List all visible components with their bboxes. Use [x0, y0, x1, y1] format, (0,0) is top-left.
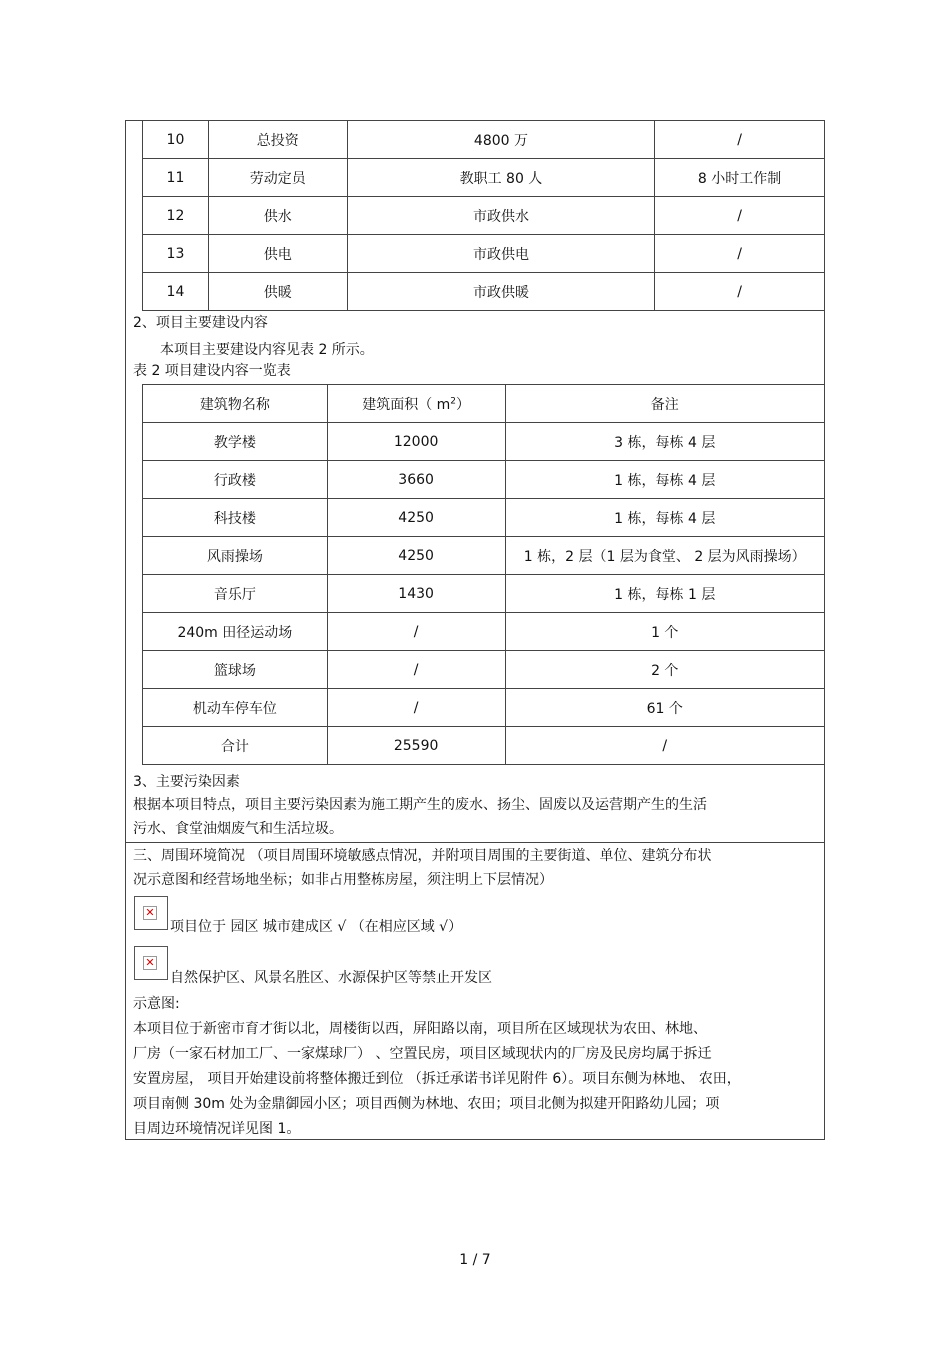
broken-image-icon: ✕ — [143, 906, 157, 920]
building-name: 音乐厅 — [143, 575, 328, 613]
building-area: 4250 — [327, 537, 505, 575]
table-row — [143, 537, 825, 575]
building-area: / — [327, 613, 505, 651]
row-value: 市政供水 — [347, 197, 655, 235]
building-area: 25590 — [327, 727, 505, 765]
row-number: 13 — [143, 235, 209, 273]
environment-paragraph-line-5: 目周边环境情况详见图 1。 — [133, 1121, 301, 1137]
row-item: 供水 — [208, 197, 347, 235]
row-item: 劳动定员 — [208, 159, 347, 197]
building-name: 机动车停车位 — [143, 689, 328, 727]
building-area: 12000 — [327, 423, 505, 461]
building-name: 240m 田径运动场 — [143, 613, 328, 651]
building-note: 1 栋，每栋 4 层 — [505, 461, 825, 499]
page-number: 1 / 7 — [459, 1252, 491, 1268]
building-name: 合计 — [143, 727, 328, 765]
building-note: 3 栋，每栋 4 层 — [505, 423, 825, 461]
row-number: 12 — [143, 197, 209, 235]
checkbox-protected-area[interactable] — [134, 946, 168, 980]
table-header-row — [143, 385, 825, 423]
building-note: 61 个 — [505, 689, 825, 727]
environment-paragraph-line-1: 本项目位于新密市育才街以北，周楼街以西，屏阳路以南，项目所在区域现状为农田、林地、 — [133, 1021, 707, 1037]
section-3-heading: 3、主要污染因素 — [133, 774, 240, 790]
section-3-line-1: 根据本项目特点，项目主要污染因素为施工期产生的废水、扬尘、固废以及运营期产生的生活 — [133, 797, 707, 813]
table-row — [143, 651, 825, 689]
row-item: 总投资 — [208, 121, 347, 159]
table-row — [143, 461, 825, 499]
table-row — [143, 197, 825, 235]
section-2-intro: 本项目主要建设内容见表 2 所示。 — [160, 342, 374, 358]
row-number: 10 — [143, 121, 209, 159]
broken-image-icon: ✕ — [143, 956, 157, 970]
environment-paragraph-line-3: 安置房屋， 项目开始建设前将整体搬迁到位 （拆迁承诺书详见附件 6）。项目东侧为林地、 农田， — [133, 1071, 741, 1087]
table-total-row — [143, 727, 825, 765]
row-number: 14 — [143, 273, 209, 311]
building-area: 1430 — [327, 575, 505, 613]
row-note: / — [655, 273, 825, 311]
header-area-text: 建筑面积（ m — [362, 396, 451, 413]
table-row — [143, 575, 825, 613]
building-note: 1 个 — [505, 613, 825, 651]
environment-heading-cont: 况示意图和经营场地坐标；如非占用整栋房屋，须注明上下层情况） — [133, 872, 553, 888]
row-value: 市政供暖 — [347, 273, 655, 311]
table-row — [143, 689, 825, 727]
row-note: 8 小时工作制 — [655, 159, 825, 197]
table-row — [143, 121, 825, 159]
table-row — [143, 159, 825, 197]
table-2-title: 表 2 项目建设内容一览表 — [133, 363, 291, 379]
environment-paragraph-line-2: 厂房（一家石材加工厂、一家煤球厂） 、空置民房，项目区域现状内的厂房及民房均属于拆迁 — [133, 1046, 712, 1062]
building-note: 1 栋，2 层（1 层为食堂、 2 层为风雨操场） — [505, 537, 825, 575]
table-row — [143, 423, 825, 461]
row-note: / — [655, 121, 825, 159]
construction-content-table — [142, 384, 825, 765]
building-note: 1 栋，每栋 4 层 — [505, 499, 825, 537]
building-note: 1 栋，每栋 1 层 — [505, 575, 825, 613]
building-name: 行政楼 — [143, 461, 328, 499]
building-area: 3660 — [327, 461, 505, 499]
header-area-superscript: 2 — [450, 395, 457, 406]
header-building-area — [327, 385, 505, 423]
location-option-1: 项目位于 园区 城市建成区 √ （在相应区域 √） — [170, 919, 463, 935]
row-note: / — [655, 235, 825, 273]
building-note: / — [505, 727, 825, 765]
row-value: 教职工 80 人 — [347, 159, 655, 197]
row-value: 4800 万 — [347, 121, 655, 159]
section-divider — [125, 842, 825, 843]
header-note: 备注 — [505, 385, 825, 423]
row-item: 供电 — [208, 235, 347, 273]
building-area: / — [327, 651, 505, 689]
row-note: / — [655, 197, 825, 235]
location-option-2: 自然保护区、风景名胜区、水源保护区等禁止开发区 — [170, 970, 492, 986]
environment-paragraph-line-4: 项目南侧 30m 处为金鼎御园小区；项目西侧为林地、农田；项目北侧为拟建开阳路幼儿园；项 — [133, 1096, 720, 1112]
row-item: 供暖 — [208, 273, 347, 311]
row-number: 11 — [143, 159, 209, 197]
section-2-heading: 2、项目主要建设内容 — [133, 315, 268, 331]
section-3-line-2: 污水、食堂油烟废气和生活垃圾。 — [133, 821, 343, 837]
building-name: 篮球场 — [143, 651, 328, 689]
building-note: 2 个 — [505, 651, 825, 689]
diagram-label: 示意图: — [133, 996, 180, 1012]
building-name: 科技楼 — [143, 499, 328, 537]
table-row — [143, 235, 825, 273]
environment-heading: 三、周围环境简况 （项目周围环境敏感点情况，并附项目周围的主要街道、单位、建筑分布状 — [133, 848, 712, 864]
building-name: 教学楼 — [143, 423, 328, 461]
building-name: 风雨操场 — [143, 537, 328, 575]
table-row — [143, 613, 825, 651]
checkbox-urban-area[interactable] — [134, 896, 168, 930]
building-area: / — [327, 689, 505, 727]
row-value: 市政供电 — [347, 235, 655, 273]
building-area: 4250 — [327, 499, 505, 537]
table-row — [143, 273, 825, 311]
table-row — [143, 499, 825, 537]
header-building-name: 建筑物名称 — [143, 385, 328, 423]
project-info-table — [142, 120, 825, 311]
header-area-close: ） — [456, 396, 471, 413]
